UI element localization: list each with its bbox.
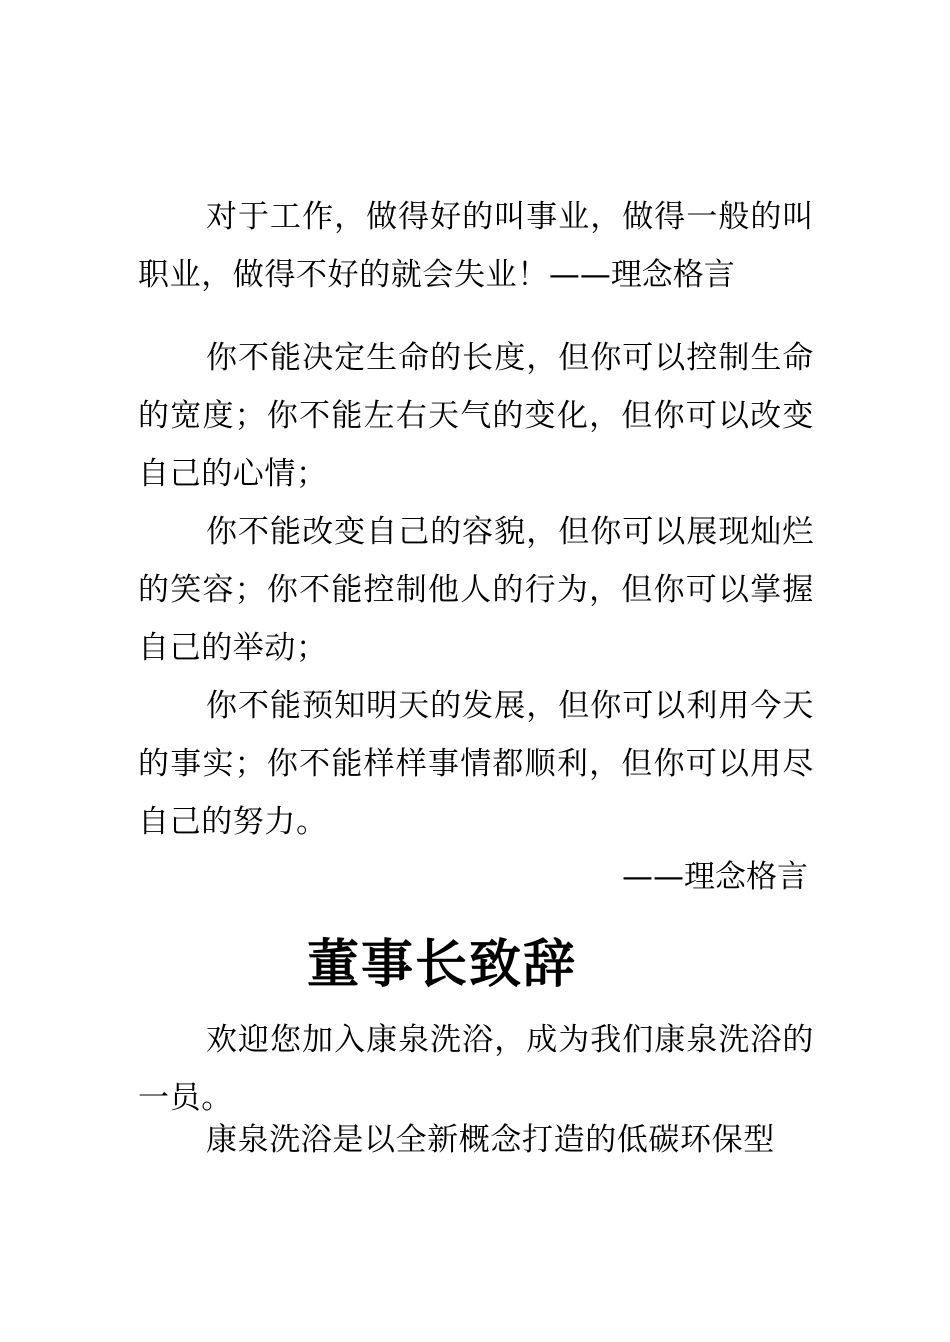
quote1-paragraph [138,188,814,304]
quote2-attribution: ——理念格言 [622,859,808,895]
quote2-paragraph-3: 你不能预知明天的发展，但你可以利用今天的事实；你不能样样事情都顺利，但你可以用尽自己的努力。 [138,688,814,840]
quote2-paragraph-2: 你不能改变自己的容貌，但你可以展现灿烂的笑容；你不能控制他人的行为，但你可以掌握自己的举动； [138,514,814,666]
chairman-message-title: 董事长致辞 [306,935,577,995]
quote1-attribution: ——理念格言 [548,257,735,293]
chairman-message-paragraph-2: 康泉洗浴是以全新概念打造的低碳环保型 [206,1122,775,1158]
quote2-paragraph-1: 你不能决定生命的长度，但你可以控制生命的宽度；你不能左右天气的变化，但你可以改变自己的心情； [138,340,814,492]
document-page [138,0,814,1342]
quote1-text: 对于工作，做得好的叫事业，做得一般的叫职业，做得不好的就会失业！ [138,199,814,293]
chairman-message-paragraph-1: 欢迎您加入康泉洗浴，成为我们康泉洗浴的一员。 [138,1022,814,1116]
